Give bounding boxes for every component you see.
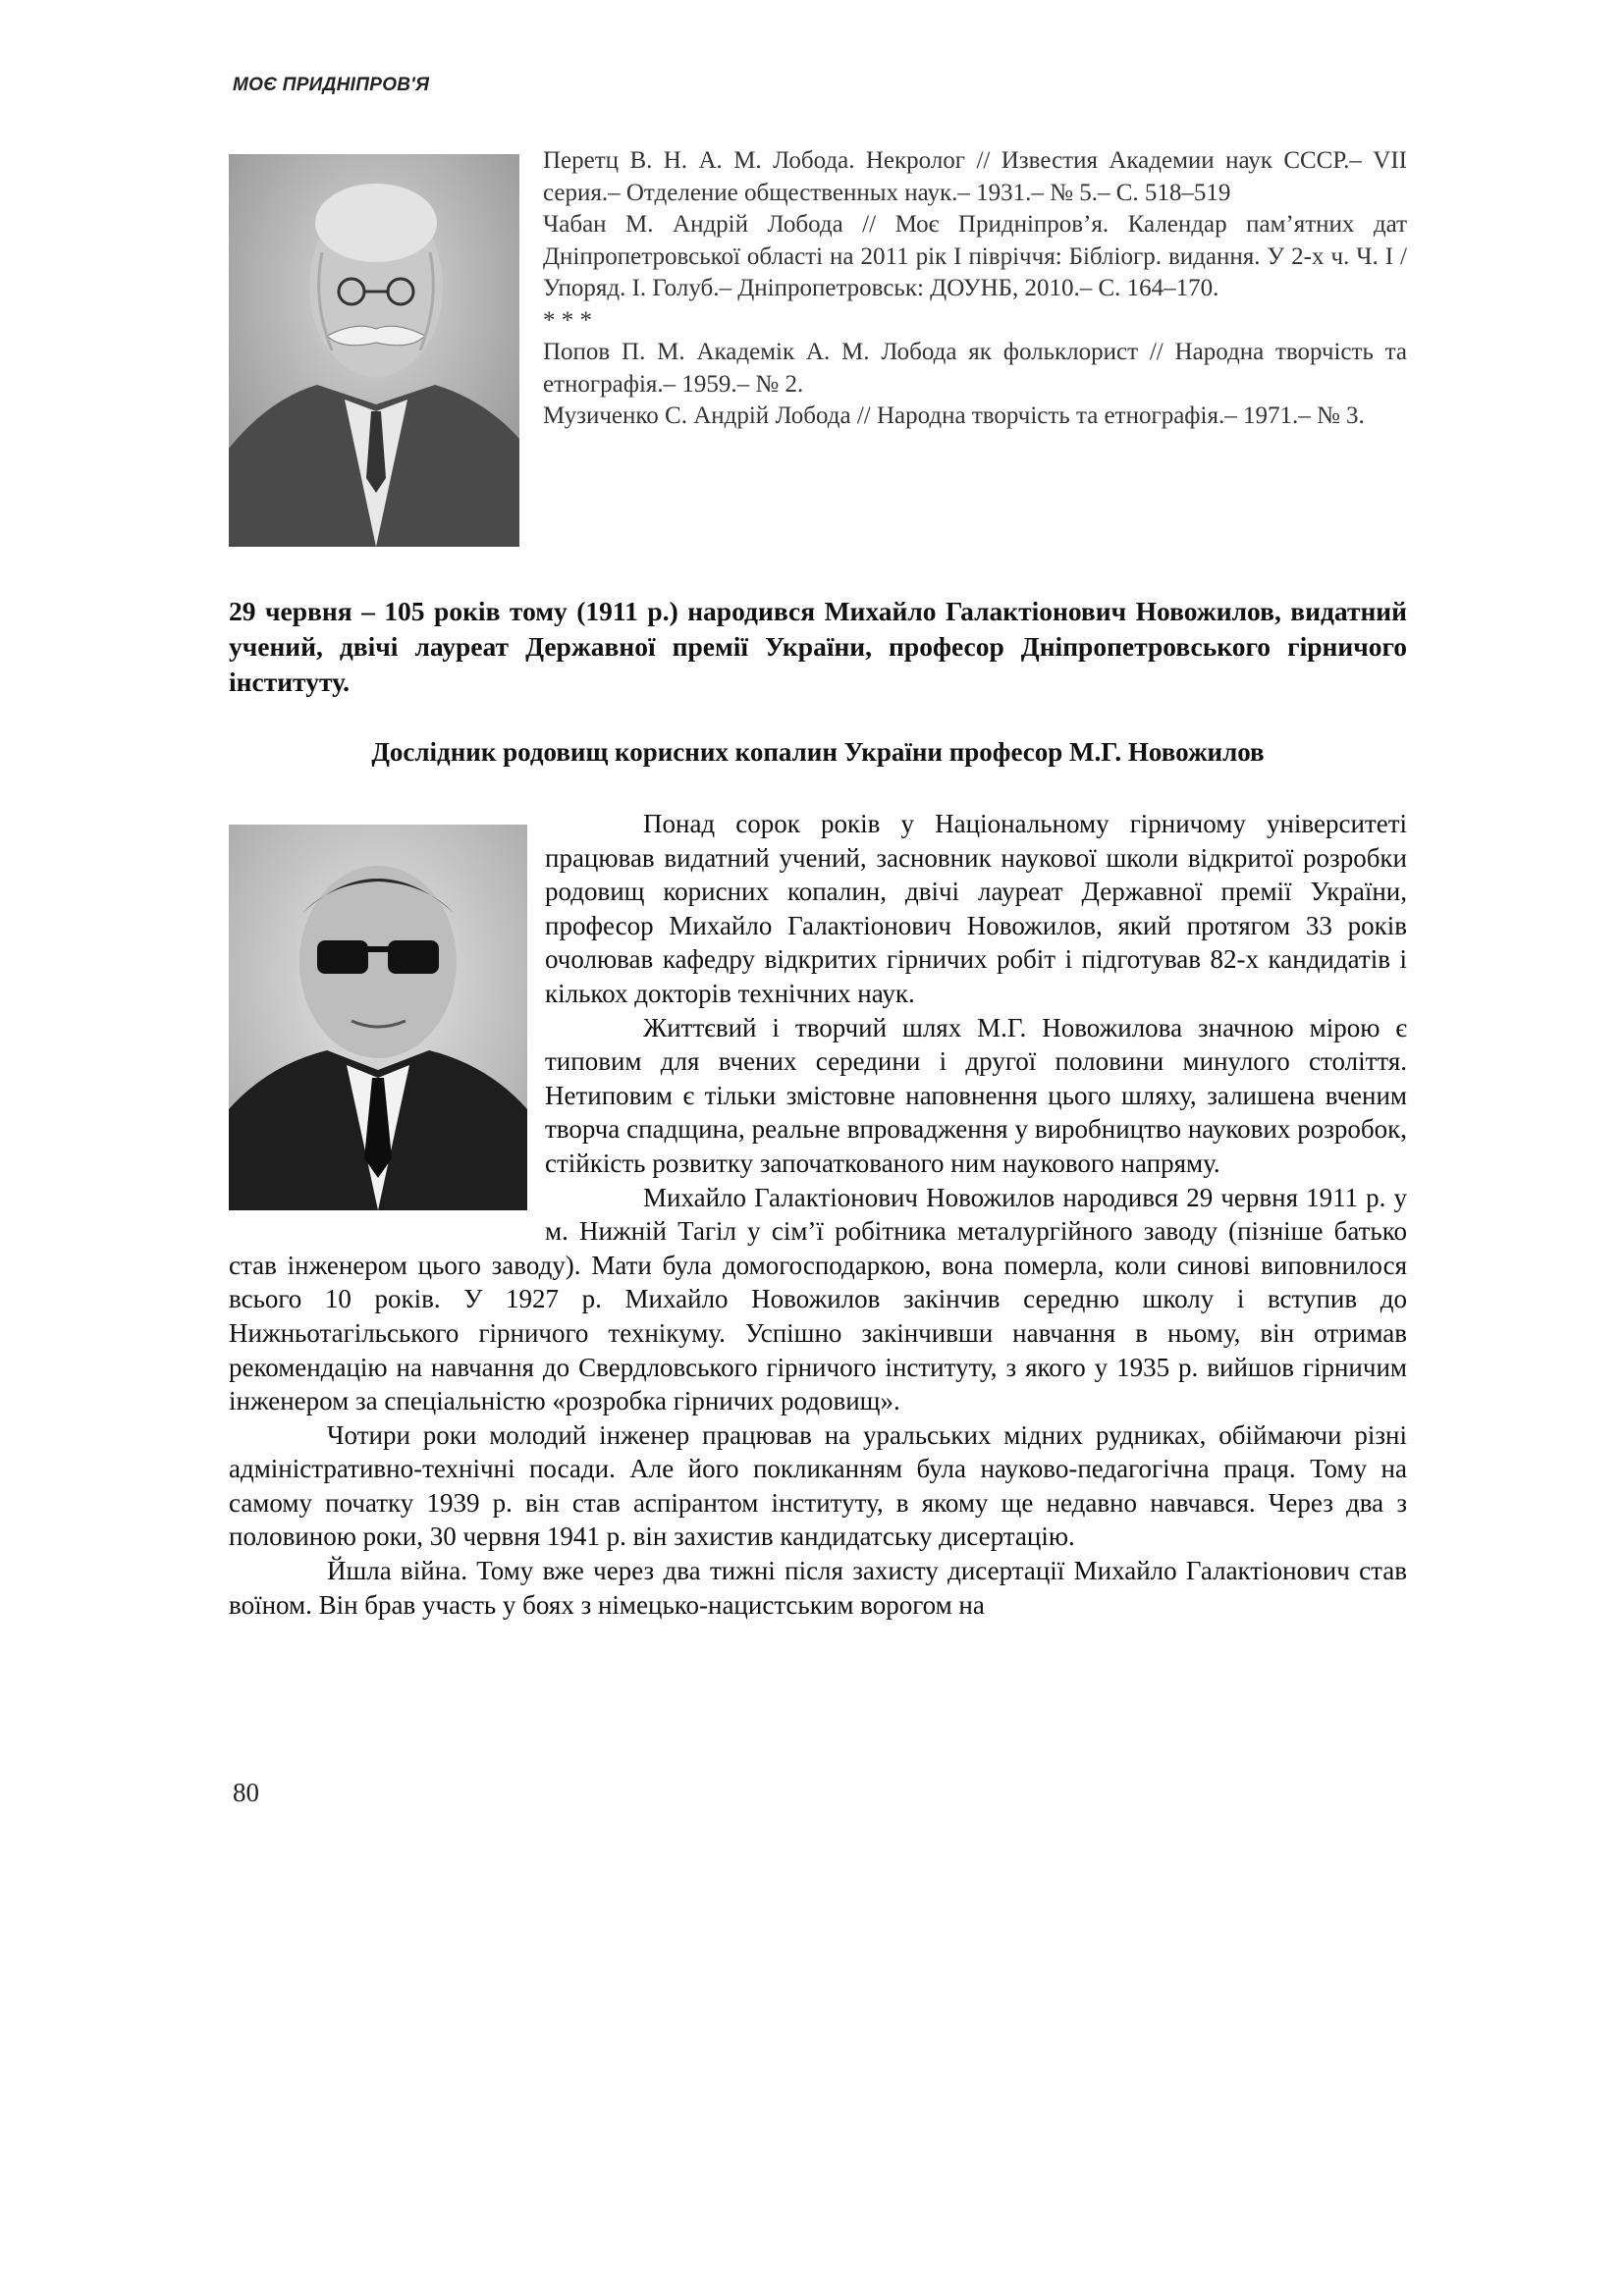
page-number: 80 (233, 1778, 259, 1807)
portrait-photo-loboda (229, 154, 519, 547)
running-title: МОЄ ПРИДНІПРОВ'Я (233, 75, 430, 95)
article-body (229, 807, 1407, 1622)
article-paragraph: Життєвий і творчий шлях М.Г. Новожилова значною мірою є типовим для вчених середини і другої половини минулого століття. Нетиповим є тільки змістовне наповнення цього шляху, залишена вченим творча спадщина, реальне впровадження у виробництво наукових розробок, стійкість розвитку започаткованого ним наукового напряму. (545, 1012, 1407, 1178)
bibliography-separator: * * * (543, 306, 592, 334)
article-paragraph: Михайло Галактіонович Новожилов народився 29 червня 1911 р. у м. Нижній Тагіл у сім’ї робітника металургійного заводу (пізніше батько став інженером цього заводу). Мати була домогосподаркою, вона померла, коли синові виповнилося всього 10 років. У 1927 р. Михайло Новожилов закінчив середню школу і вступив до Нижньотагільського гірничого технікуму. Успішно закінчивши навчання в ньому, він отримав рекомендацію на навчання до Свердловського гірничого інституту, з якого у 1935 р. вийшов гірничим інженером за спеціальністю «розробка гірничих родовищ». (229, 1182, 1407, 1416)
anniversary-announcement: 29 червня – 105 років тому (1911 р.) народився Михайло Галактіонович Новожилов, видатний учений, двічі лауреат Державної премії України, професор Дніпропетровського гірничого інституту. (229, 596, 1407, 697)
bibliography-entry: Попов П. М. Академік А. М. Лобода як фольклорист // Народна творчість та етнографія.– 1959.– № 2. (543, 339, 1407, 398)
article-title: Дослідник родовищ корисних копалин України професор М.Г. Новожилов (371, 737, 1265, 767)
article-paragraph: Чотири роки молодий інженер працював на уральських мідних рудниках, обіймаючи різні адміністративно-технічні посади. Але його покликанням була науково-педагогічна праця. Тому на самому початку 1939 р. він став аспірантом інституту, в якому ще недавно навчався. Через два з половиною роки, 30 червня 1941 р. він захистив кандидатську дисертацію. (229, 1419, 1407, 1552)
photo-wrap-space (229, 807, 545, 1229)
bibliography-list (543, 145, 1407, 433)
bibliography-entry: Перетц В. Н. А. М. Лобода. Некролог // Известия Академии наук СССР.– VII серия.– Отделение общественных наук.– 1931.– № 5.– С. 518–519 (543, 147, 1407, 206)
bibliography-entry: Музиченко С. Андрій Лобода // Народна творчість та етнографія.– 1971.– № 3. (543, 402, 1365, 429)
bibliography-entry: Чабан М. Андрій Лобода // Моє Придніпров’я. Календар пам’ятних дат Дніпропетровської області на 2011 рік І півріччя: Бібліогр. видання. У 2-х ч. Ч. І / Упоряд. І. Голуб.– Дніпропетровськ: ДОУНБ, 2010.– С. 164–170. (543, 211, 1407, 301)
article-paragraph: Йшла війна. Тому вже через два тижні після захисту дисертації Михайло Галактіонович став воїном. Він брав участь у боях з німецько-нацистським ворогом на (229, 1556, 1407, 1620)
article-paragraph: Понад сорок років у Національному гірничому університеті працював видатний учений, засновник наукової школи відкритої розробки родовищ корисних копалин, двічі лауреат Державної премії України, професор Михайло Галактіонович Новожилов, який протягом 33 років очолював кафедру відкритих гірничих робіт і підготував 82-х кандидатів і кількох докторів технічних наук. (545, 809, 1407, 1008)
